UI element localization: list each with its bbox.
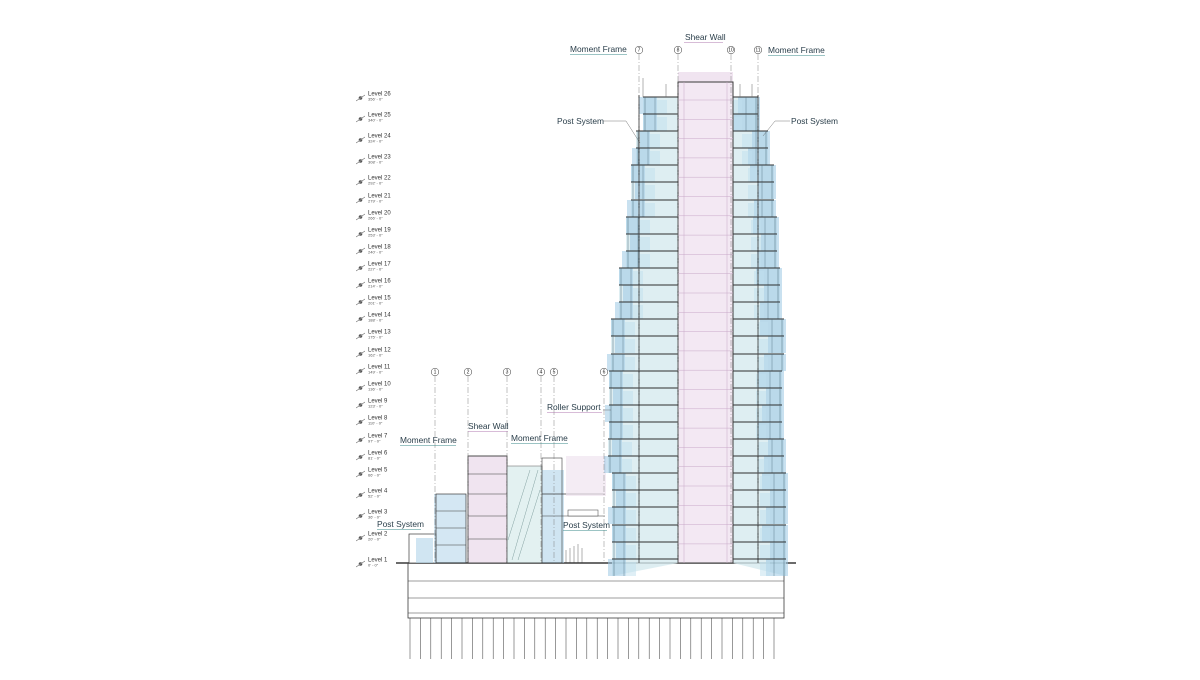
- level-elevation: 81' - 0": [368, 455, 381, 461]
- level-marker: [356, 365, 391, 375]
- grid-label: 6: [602, 369, 606, 376]
- level-datum-icon: [356, 561, 365, 567]
- level-elevation: 36' - 0": [368, 514, 381, 520]
- level-name: Level 4: [368, 488, 388, 495]
- level-name: Level 2: [368, 531, 388, 538]
- level-elevation: 308' - 0": [368, 159, 383, 165]
- callout-post-system-tower-right: Post System: [791, 116, 839, 126]
- grid-label: 1: [433, 369, 437, 376]
- callout-moment-frame-tower-left: Moment Frame: [570, 44, 627, 54]
- level-datum-icon: [356, 402, 365, 408]
- level-marker: [356, 211, 391, 221]
- level-name: Level 13: [368, 329, 391, 336]
- tower-right-floors: [731, 84, 788, 576]
- level-datum-icon: [356, 351, 365, 357]
- level-datum-icon: [356, 535, 365, 541]
- level-datum-icon: [356, 299, 365, 305]
- level-datum-icon: [356, 197, 365, 203]
- level-elevation: 279' - 0": [368, 198, 383, 204]
- level-marker: [356, 416, 388, 426]
- level-marker: [356, 262, 391, 272]
- level-name: Level 11: [368, 364, 391, 371]
- level-marker: [356, 510, 388, 520]
- level-elevation: 324' - 0": [368, 138, 383, 144]
- level-datum-icon: [356, 95, 365, 101]
- level-name: Level 24: [368, 133, 391, 140]
- level-datum-icon: [356, 248, 365, 254]
- level-datum-icon: [356, 265, 365, 271]
- level-elevation: 175' - 0": [368, 334, 383, 340]
- level-name: Level 22: [368, 175, 391, 182]
- level-name: Level 20: [368, 210, 391, 217]
- level-elevation: 240' - 0": [368, 249, 383, 255]
- level-name: Level 9: [368, 398, 388, 405]
- grid-label: 11: [755, 47, 761, 54]
- level-elevation: 110' - 0": [368, 420, 383, 426]
- level-datum-icon: [356, 137, 365, 143]
- grid-label: 5: [552, 369, 556, 376]
- level-marker: [356, 313, 391, 323]
- level-datum-icon: [356, 116, 365, 122]
- grid-label: 7: [637, 47, 641, 54]
- level-marker: [356, 113, 391, 123]
- level-marker: [356, 228, 391, 238]
- level-datum-icon: [356, 316, 365, 322]
- level-datum-icon: [356, 158, 365, 164]
- level-marker: [356, 279, 391, 289]
- callout-moment-frame-podium-mid: Moment Frame: [511, 433, 568, 443]
- level-datum-icon: [356, 385, 365, 391]
- level-name: Level 12: [368, 347, 391, 354]
- level-elevation: 136' - 0": [368, 386, 383, 392]
- level-datum-icon: [356, 492, 365, 498]
- grid-label: 8: [676, 47, 680, 54]
- level-name: Level 19: [368, 227, 391, 234]
- level-markers: [356, 92, 391, 568]
- level-name: Level 21: [368, 193, 391, 200]
- level-elevation: 97' - 0": [368, 438, 381, 444]
- foundation: [396, 563, 796, 659]
- level-elevation: 149' - 0": [368, 369, 383, 375]
- level-marker: [356, 382, 391, 392]
- level-elevation: 66' - 0": [368, 472, 381, 478]
- level-elevation: 162' - 0": [368, 352, 383, 358]
- level-marker: [356, 348, 391, 358]
- piles: [410, 618, 774, 659]
- level-name: Level 3: [368, 509, 388, 516]
- level-name: Level 26: [368, 91, 391, 98]
- level-elevation: 201' - 0": [368, 300, 383, 306]
- level-marker: [356, 468, 388, 478]
- level-datum-icon: [356, 368, 365, 374]
- level-datum-icon: [356, 282, 365, 288]
- level-name: Level 16: [368, 278, 391, 285]
- level-name: Level 1: [368, 557, 388, 564]
- level-datum-icon: [356, 231, 365, 237]
- level-elevation: 20' - 0": [368, 536, 381, 542]
- level-datum-icon: [356, 214, 365, 220]
- level-name: Level 23: [368, 154, 391, 161]
- level-marker: [356, 434, 388, 444]
- level-datum-icon: [356, 437, 365, 443]
- callout-roller-support: Roller Support: [547, 402, 601, 412]
- tower-shear-wall: [678, 72, 733, 563]
- callout-shear-wall-podium: Shear Wall: [468, 421, 509, 431]
- level-name: Level 5: [368, 467, 388, 474]
- level-elevation: 0' - 0": [368, 562, 379, 568]
- level-name: Level 6: [368, 450, 388, 457]
- callout-moment-frame-podium-left: Moment Frame: [400, 435, 457, 445]
- grid-label: 2: [466, 369, 470, 376]
- level-elevation: 292' - 0": [368, 180, 383, 186]
- level-marker: [356, 558, 388, 568]
- level-elevation: 253' - 0": [368, 232, 383, 238]
- level-datum-icon: [356, 333, 365, 339]
- podium: [409, 456, 606, 563]
- level-datum-icon: [356, 419, 365, 425]
- level-marker: [356, 134, 391, 144]
- grid-label: 4: [539, 369, 543, 376]
- level-name: Level 15: [368, 295, 391, 302]
- level-datum-icon: [356, 513, 365, 519]
- callout-post-system-podium-mid: Post System: [563, 520, 611, 530]
- level-marker: [356, 155, 391, 165]
- level-name: Level 7: [368, 433, 388, 440]
- level-elevation: 356' - 0": [368, 96, 383, 102]
- level-name: Level 10: [368, 381, 391, 388]
- callout-moment-frame-tower-right: Moment Frame: [768, 45, 825, 55]
- level-name: Level 17: [368, 261, 391, 268]
- level-datum-icon: [356, 454, 365, 460]
- level-elevation: 123' - 0": [368, 403, 383, 409]
- level-marker: [356, 245, 391, 255]
- level-elevation: 266' - 0": [368, 215, 383, 221]
- level-marker: [356, 489, 388, 499]
- level-elevation: 340' - 0": [368, 117, 383, 123]
- level-marker: [356, 330, 391, 340]
- level-elevation: 188' - 0": [368, 317, 383, 323]
- level-marker: [356, 92, 391, 102]
- level-name: Level 18: [368, 244, 391, 251]
- tower-left-floors: [604, 78, 678, 576]
- level-datum-icon: [356, 471, 365, 477]
- grid-label: 3: [505, 369, 509, 376]
- level-marker: [356, 399, 388, 409]
- level-marker: [356, 532, 388, 542]
- level-marker: [356, 176, 391, 186]
- callout-post-system-tower-left: Post System: [557, 116, 605, 126]
- grid-label: 10: [728, 47, 734, 54]
- level-marker: [356, 296, 391, 306]
- callout-shear-wall-top: Shear Wall: [685, 32, 726, 42]
- level-elevation: 214' - 0": [368, 283, 383, 289]
- level-marker: [356, 451, 388, 461]
- level-elevation: 227' - 0": [368, 266, 383, 272]
- callout-post-system-podium-left: Post System: [377, 519, 425, 529]
- level-name: Level 8: [368, 415, 388, 422]
- level-name: Level 14: [368, 312, 391, 319]
- level-marker: [356, 194, 391, 204]
- level-name: Level 25: [368, 112, 391, 119]
- level-datum-icon: [356, 179, 365, 185]
- level-elevation: 52' - 0": [368, 493, 381, 499]
